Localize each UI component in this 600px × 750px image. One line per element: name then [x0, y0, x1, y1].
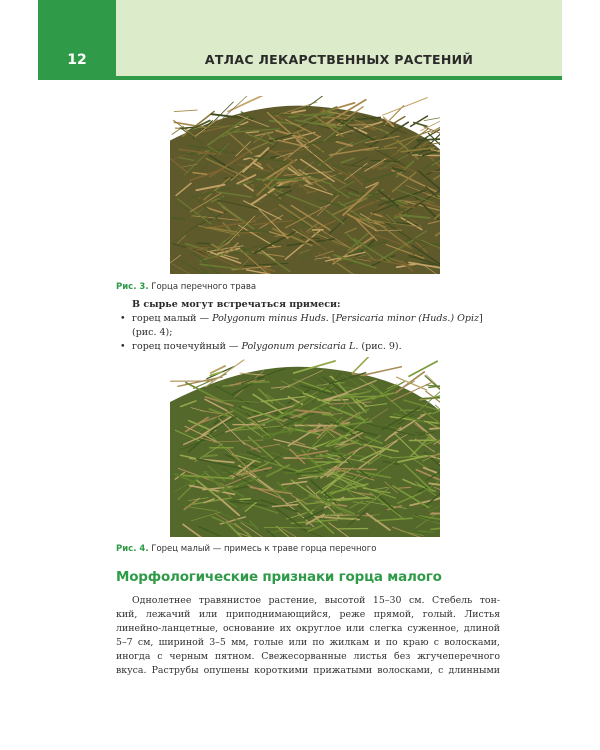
- body-line: вкуса. Раструбы опушены короткими прижатыми волосками, с длинными: [116, 664, 500, 676]
- figure-4-caption: [116, 544, 536, 554]
- impurities-note: [118, 298, 498, 354]
- body-line: линейно-ланцетные, основание их округлое или слегка суженное, длиной: [116, 622, 500, 634]
- figure-4-text: Горец малый — примесь к траве горца перечного: [151, 544, 377, 554]
- figure-3-text: Горца перечного трава: [151, 282, 257, 292]
- herb-photo-polygonum-hydropiper: [170, 96, 440, 274]
- herb-photo-polygonum-minus: [170, 357, 440, 537]
- figure-3-caption: [116, 282, 536, 292]
- page-number: 12: [38, 0, 116, 80]
- body-line: 5–7 см, шириной 3–5 мм, голые или по жилкам и по краю с волосками,: [116, 636, 500, 648]
- body-line: иногда с черным пятном. Свежесорванные листья без жгучеперечного: [116, 650, 500, 662]
- section-heading: Морфологические признаки горца малого: [116, 569, 442, 585]
- page-header: [0, 0, 600, 80]
- impurity-item: • горец малый — Polygonum minus Huds. [Persicaria minor (Huds.) Opiz] (рис. 4);: [120, 313, 483, 338]
- figure-3-label: Рис. 3.: [116, 282, 149, 292]
- figure-4-label: Рис. 4.: [116, 544, 149, 554]
- impurities-title: В сырье могут встречаться примеси:: [132, 299, 341, 310]
- section-body: [116, 594, 500, 677]
- impurity-item: • горец почечуйный — Polygonum persicaria L. (рис. 9).: [120, 341, 402, 352]
- bullet: •: [120, 313, 126, 324]
- running-title: АТЛАС ЛЕКАРСТВЕННЫХ РАСТЕНИЙ: [116, 0, 562, 76]
- header-rule: [116, 76, 562, 80]
- body-line: кий, лежачий или приподнимающийся, реже прямой, голый. Листья: [116, 608, 500, 620]
- bullet: •: [120, 341, 126, 352]
- body-line: Однолетнее травянистое растение, высотой 15–30 см. Стебель тон-: [132, 595, 500, 606]
